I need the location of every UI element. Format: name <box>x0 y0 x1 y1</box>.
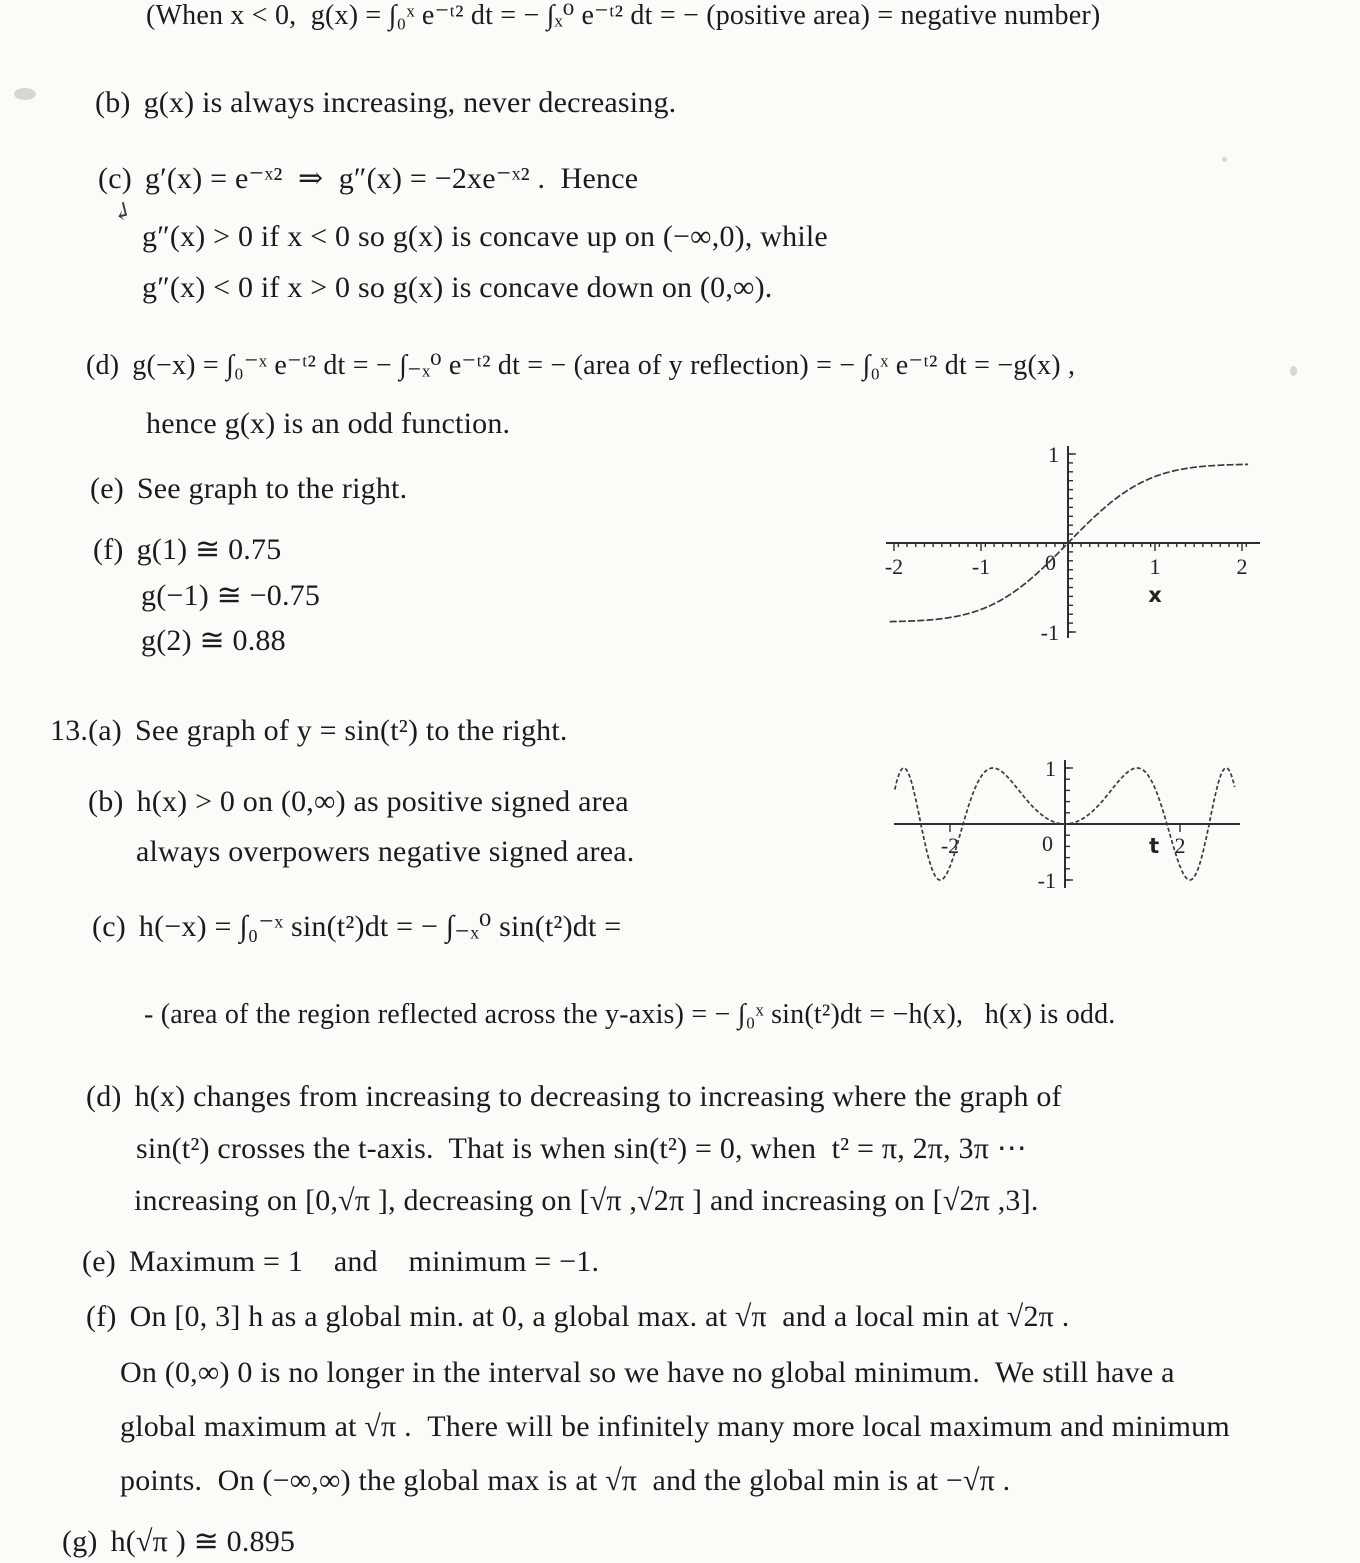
q13-part-f-line2 <box>120 1354 1175 1392</box>
axis-letter: t <box>1149 834 1160 858</box>
part-label: (f) <box>93 533 124 566</box>
part-label: (e) <box>82 1245 116 1278</box>
part-label: (d) <box>86 350 120 381</box>
q12-part-c-line1 <box>98 160 638 198</box>
part-text: g(−1) ≅ −0.75 <box>141 579 321 612</box>
x-tick-label: 2 <box>1236 554 1248 579</box>
part-label: 13.(a) <box>50 714 122 747</box>
q13-part-c-line1 <box>92 908 621 946</box>
part-label: (c) <box>98 162 132 195</box>
q12-part-b <box>95 84 676 122</box>
q12-part-f-line2 <box>141 577 320 615</box>
part-text: g′(x) = e⁻ˣ² ⇒ g″(x) = −2xe⁻ˣ² . Hence <box>144 162 639 195</box>
y-tick-label: -1 <box>1037 868 1056 893</box>
part-text: sin(t²) crosses the t-axis. That is when sin(t²) = 0, when t² = π, 2π, 3π ⋯ <box>136 1132 1027 1165</box>
part-text: g(1) ≅ 0.75 <box>136 533 282 566</box>
q13-part-d-line2 <box>136 1130 1027 1168</box>
part-text: h(√π ) ≅ 0.895 <box>110 1525 296 1558</box>
part-text: Maximum = 1 and minimum = −1. <box>128 1245 600 1278</box>
y-tick-label: 1 <box>1045 756 1056 781</box>
part-text: h(x) changes from increasing to decreasing to increasing where the graph of <box>134 1080 1062 1113</box>
part-text: h(x) > 0 on (0,∞) as positive signed area <box>136 785 629 818</box>
x-tick-label: -2 <box>884 554 904 579</box>
part-label: (b) <box>88 785 124 818</box>
part-text: global maximum at √π . There will be infinitely many more local maximum and minimum <box>120 1410 1230 1443</box>
q13-part-b-line2 <box>136 833 634 871</box>
q12-part-f-line3 <box>141 622 286 660</box>
part-text: See graph to the right. <box>136 472 408 505</box>
q12-part-e <box>90 470 407 508</box>
q12-part-f-line1 <box>93 531 281 569</box>
q12-note-line <box>146 0 1100 33</box>
q13-part-f-line3 <box>120 1408 1230 1446</box>
q12-part-d-line2 <box>146 405 510 443</box>
part-text: g(−x) = ∫₀⁻ˣ e⁻ᵗ² dt = − ∫₋ₓ⁰ e⁻ᵗ² dt = − (area of y reflection) = − ∫₀ˣ e⁻ᵗ² dt = −g(x) , <box>132 350 1076 381</box>
part-text: g″(x) > 0 if x < 0 so g(x) is concave up on (−∞,0), while <box>142 220 828 253</box>
part-label: (e) <box>90 472 124 505</box>
h-graph-figure <box>888 752 1248 894</box>
q12-part-c-line3 <box>142 269 773 307</box>
q13-part-a <box>50 712 568 750</box>
q12-part-d-line1 <box>86 348 1075 383</box>
q13-part-c-line2 <box>144 997 1116 1032</box>
axis-letter: x <box>1148 583 1162 607</box>
part-label: (d) <box>86 1080 122 1113</box>
q13-part-b-line1 <box>88 783 629 821</box>
q13-part-e <box>82 1243 599 1281</box>
origin-label: 0 <box>1042 831 1053 856</box>
x-tick-label: 2 <box>1174 833 1186 858</box>
q13-part-g <box>62 1523 295 1561</box>
part-text: On [0, 3] h as a global min. at 0, a global max. at √π and a local min at √2π . <box>129 1300 1070 1333</box>
y-tick-label: -1 <box>1040 620 1059 645</box>
part-text: always overpowers negative signed area. <box>136 835 635 868</box>
q12-part-c-line2 <box>142 218 828 256</box>
part-text: On (0,∞) 0 is no longer in the interval so we have no global minimum. We still have a <box>120 1356 1175 1389</box>
scan-speck <box>14 88 36 100</box>
scan-speck <box>1222 157 1227 162</box>
part-text: increasing on [0,√π ], decreasing on [√π ,√2π ] and increasing on [√2π ,3]. <box>134 1184 1039 1217</box>
origin-label: 0 <box>1045 550 1056 575</box>
part-text: hence g(x) is an odd function. <box>146 407 511 440</box>
scan-speck <box>1290 366 1297 376</box>
x-tick-label: -1 <box>971 554 991 579</box>
part-text: See graph of y = sin(t²) to the right. <box>135 714 568 747</box>
q13-part-d-line1 <box>86 1078 1062 1116</box>
q13-part-f-line1 <box>86 1298 1069 1336</box>
part-text: g(x) is always increasing, never decreasing. <box>143 86 677 119</box>
part-text: h(−x) = ∫₀⁻ˣ sin(t²)dt = − ∫₋ₓ⁰ sin(t²)dt = <box>138 910 622 943</box>
part-text: points. On (−∞,∞) the global max is at √π and the global min is at −√π . <box>120 1464 1011 1497</box>
q13-part-f-line4 <box>120 1462 1010 1500</box>
q13-part-d-line3 <box>134 1182 1039 1220</box>
note-text: (When x < 0, g(x) = ∫₀ˣ e⁻ᵗ² dt = − ∫ₓ⁰ e⁻ᵗ² dt = − (positive area) = negative number) <box>146 0 1101 31</box>
part-text: g″(x) < 0 if x > 0 so g(x) is concave down on (0,∞). <box>142 271 773 304</box>
part-label: (f) <box>86 1300 117 1333</box>
part-text: g(2) ≅ 0.88 <box>141 624 286 657</box>
x-tick-label: -2 <box>940 833 960 858</box>
y-tick-label: 1 <box>1048 442 1059 467</box>
part-label: (b) <box>95 86 131 119</box>
x-tick-label: 1 <box>1149 554 1161 579</box>
part-label: (g) <box>62 1525 98 1558</box>
pen-mark-icon: ↲ <box>109 197 136 229</box>
part-label: (c) <box>92 910 126 943</box>
part-text: - (area of the region reflected across the y-axis) = − ∫₀ˣ sin(t²)dt = −h(x), h(x) is odd. <box>144 999 1116 1030</box>
g-graph-figure <box>878 440 1278 645</box>
